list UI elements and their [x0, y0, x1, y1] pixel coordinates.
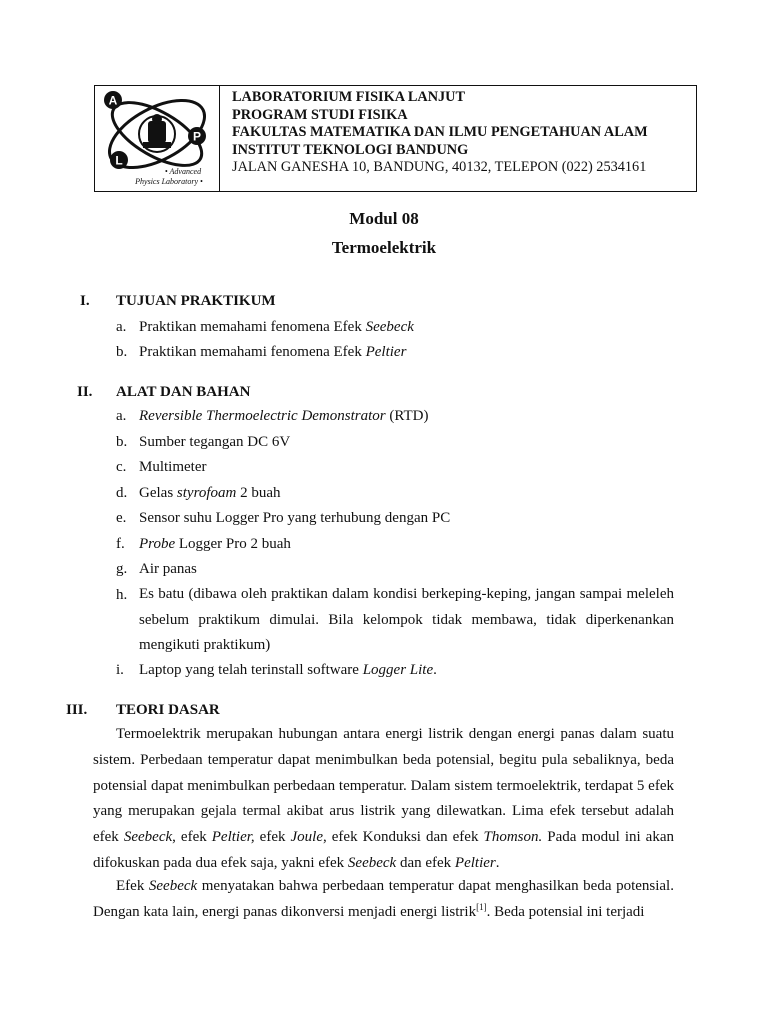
address-line: JALAN GANESHA 10, BANDUNG, 40132, TELEPON (022) 2534161: [232, 159, 647, 176]
list-item: b. Sumber tegangan DC 6V: [116, 434, 291, 450]
lab-logo: [95, 86, 220, 191]
logo-letter-a: A: [108, 93, 118, 108]
module-title: Termoelektrik: [331, 238, 437, 257]
list-item: c. Multimeter: [116, 459, 207, 475]
lab-name: LABORATORIUM FISIKA LANJUT: [232, 89, 466, 105]
section-1-numeral: I.: [80, 293, 90, 309]
paragraph-thermoelectric-intro: Termoelektrik merupakan hubungan antara energi listrik dengan energi panas dalam suatu sistem. Perbedaan temperatur dapat menimbulkan beda potensial, begitu pula sebaliknya, beda potensial dapat menimbulkan perbedaan temperatur. Dalam sistem termoelektrik, terdapat 5 efek yang merupakan gejala termal akibat arus listrik yang dilewatkan. Lima efek tersebut adalah efek Seebeck, efek Peltier, efek Joule, efek Konduksi dan efek Thomson. Pada modul ini akan difokuskan pada dua efek saja, yakni efek Seebeck dan efek Peltier.: [93, 726, 674, 871]
section-3-numeral: III.: [66, 702, 88, 718]
list-item: d. Gelas styrofoam 2 buah: [116, 485, 281, 501]
list-item: f. Probe Logger Pro 2 buah: [116, 536, 291, 552]
program-name: PROGRAM STUDI FISIKA: [232, 106, 408, 123]
paragraph-seebeck: Efek Seebeck menyatakan bahwa perbedaan temperatur dapat menghasilkan beda potensial. Dengan kata lain, energi panas dikonversi menjadi energi listrik[1]. Beda potensial ini terjadi: [93, 878, 674, 920]
section-2-numeral: II.: [77, 384, 93, 400]
citation-ref: [1]: [476, 901, 487, 912]
list-item: a. Praktikan memahami fenomena Efek Seebeck: [116, 319, 414, 335]
letterhead: [94, 85, 697, 192]
list-item: i. Laptop yang telah terinstall software Logger Lite.: [116, 662, 437, 678]
faculty-name: FAKULTAS MATEMATIKA DAN ILMU PENGETAHUAN ALAM: [232, 124, 648, 141]
section-3-heading: TEORI DASAR: [116, 702, 220, 718]
logo-caption-line1: • Advanced: [164, 167, 202, 176]
list-item: b. Praktikan memahami fenomena Efek Peltier: [116, 344, 407, 360]
list-item: Es batu (dibawa oleh praktikan dalam kondisi berkeping-keping, jangan sampai meleleh sebelum praktikum dimulai. Bila kelompok tidak membawa, tidak diperkenankan mengikuti praktikum): [139, 586, 674, 654]
list-item-letter: h.: [116, 587, 128, 603]
logo-caption-line2: Physics Laboratory •: [135, 177, 203, 186]
logo-letter-l: L: [115, 153, 123, 168]
list-item: e. Sensor suhu Logger Pro yang terhubung dengan PC: [116, 510, 451, 526]
lab-logo-icon: [99, 90, 215, 189]
module-number: Modul 08: [349, 209, 419, 228]
institution-block: [220, 86, 648, 191]
list-item: g. Air panas: [116, 561, 197, 577]
section-1-heading: TUJUAN PRAKTIKUM: [116, 293, 276, 309]
institute-name: INSTITUT TEKNOLOGI BANDUNG: [232, 141, 469, 158]
logo-letter-p: P: [192, 129, 202, 144]
list-item: a. Reversible Thermoelectric Demonstrator (RTD): [116, 408, 429, 424]
section-2-heading: ALAT DAN BAHAN: [116, 384, 251, 400]
